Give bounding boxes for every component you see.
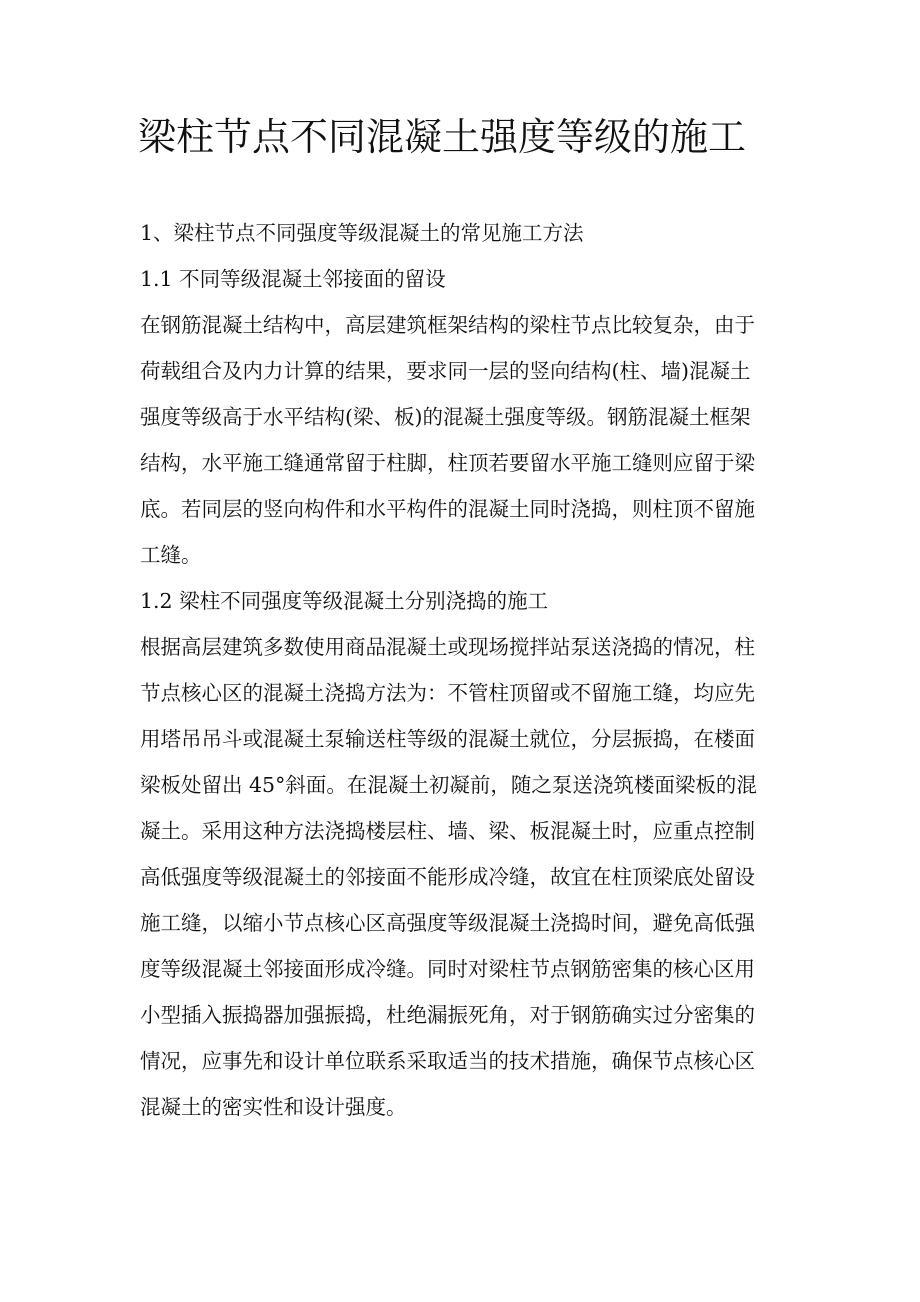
section-heading-1: 1、梁柱节点不同强度等级混凝土的常见施工方法 (140, 221, 584, 245)
subsection-heading-1-1: 1.1 不同等级混凝土邻接面的留设 (140, 267, 446, 291)
paragraph-line: 节点核心区的混凝土浇捣方法为：不管柱顶留或不留施工缝，均应先 (140, 681, 755, 705)
subsection-heading-1-2: 1.2 梁柱不同强度等级混凝土分别浇捣的施工 (140, 589, 549, 613)
paragraph-line: 强度等级高于水平结构(梁、板)的混凝土强度等级。钢筋混凝土框架 (140, 405, 751, 429)
paragraph-line: 根据高层建筑多数使用商品混凝土或现场搅拌站泵送浇捣的情况，柱 (140, 635, 755, 659)
paragraph-line: 荷载组合及内力计算的结果，要求同一层的竖向结构(柱、墙)混凝土 (140, 359, 751, 383)
document-title: 梁柱节点不同混凝土强度等级的施工 (138, 115, 747, 159)
paragraph-line: 情况，应事先和设计单位联系采取适当的技术措施，确保节点核心区 (140, 1049, 755, 1073)
paragraph-line: 梁板处留出 45°斜面。在混凝土初凝前，随之泵送浇筑楼面梁板的混 (140, 773, 757, 797)
paragraph-line: 结构，水平施工缝通常留于柱脚，柱顶若要留水平施工缝则应留于梁 (140, 451, 755, 475)
paragraph-line: 底。若同层的竖向构件和水平构件的混凝土同时浇捣，则柱顶不留施 (140, 497, 755, 521)
paragraph-line: 在钢筋混凝土结构中，高层建筑框架结构的梁柱节点比较复杂，由于 (140, 313, 755, 337)
paragraph-line: 工缝。 (140, 543, 202, 567)
paragraph-line: 高低强度等级混凝土的邻接面不能形成冷缝，故宜在柱顶梁底处留设 (140, 865, 755, 889)
paragraph-line: 混凝土的密实性和设计强度。 (140, 1095, 407, 1119)
paragraph-line: 凝土。采用这种方法浇捣楼层柱、墙、梁、板混凝土时，应重点控制 (140, 819, 755, 843)
paragraph-line: 用塔吊吊斗或混凝土泵输送柱等级的混凝土就位，分层振捣，在楼面 (140, 727, 755, 751)
paragraph-line: 度等级混凝土邻接面形成冷缝。同时对梁柱节点钢筋密集的核心区用 (140, 957, 755, 981)
paragraph-line: 小型插入振捣器加强振捣，杜绝漏振死角，对于钢筋确实过分密集的 (140, 1003, 755, 1027)
paragraph-line: 施工缝，以缩小节点核心区高强度等级混凝土浇捣时间，避免高低强 (140, 911, 755, 935)
document-body (140, 214, 785, 1134)
